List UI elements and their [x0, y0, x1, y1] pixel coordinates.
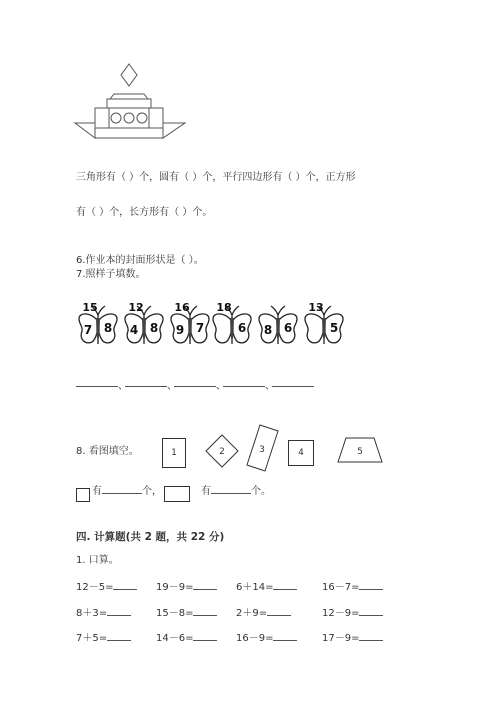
q7-answer-blank[interactable]	[125, 376, 167, 387]
math-answer-blank[interactable]	[267, 605, 291, 616]
butterfly-top-number: 18	[216, 301, 232, 314]
q7-separator: 、	[118, 381, 128, 392]
butterfly-2	[122, 300, 166, 356]
shape-rectangle-1: 1	[162, 438, 186, 468]
shape-square-4: 4	[288, 440, 314, 466]
math-answer-blank[interactable]	[107, 605, 131, 616]
shape-rectangle-tilted-3	[242, 423, 282, 473]
butterfly-top-number: 15	[82, 301, 98, 314]
ship-right-triangle	[163, 123, 185, 138]
q6-text: 6.作业本的封面形状是（ ）。	[76, 255, 204, 266]
butterfly-1	[76, 300, 120, 356]
math-problem	[76, 630, 131, 646]
math-problem	[236, 630, 297, 646]
ship-hull-rect	[95, 108, 163, 128]
ship-circle	[124, 113, 134, 123]
q8-blank1[interactable]	[102, 483, 142, 494]
butterfly-5	[256, 300, 300, 356]
butterfly-right-number: 8	[103, 321, 113, 335]
math-expression: 19－9=	[156, 582, 194, 593]
ship-trapezoid-top	[110, 94, 148, 99]
q8-fill2: 有 个。	[201, 483, 271, 499]
shape-trapezoid-5	[336, 436, 386, 464]
math-answer-blank[interactable]	[107, 630, 131, 641]
q7-answer-blank[interactable]	[223, 376, 265, 387]
q7-answer-blank[interactable]	[174, 376, 216, 387]
butterfly-left-number: 9	[175, 323, 185, 337]
math-problem	[322, 579, 383, 595]
ship-circle	[137, 113, 147, 123]
math-answer-blank[interactable]	[359, 605, 383, 616]
butterfly-4	[210, 300, 254, 356]
butterfly-right-number: 6	[283, 321, 293, 335]
math-problem	[156, 605, 217, 621]
math-expression: 15－8=	[156, 608, 194, 619]
q7-separator: 、	[167, 381, 177, 392]
math-problem	[236, 605, 291, 621]
math-problem	[322, 630, 383, 646]
ship-rect-upper	[107, 99, 151, 108]
q8-blank2[interactable]	[211, 483, 251, 494]
ship-circle	[111, 113, 121, 123]
math-expression: 8＋3=	[76, 608, 108, 619]
math-expression: 17－9=	[322, 633, 360, 644]
math-problem	[156, 630, 217, 646]
shape-square-rotated-2	[204, 433, 240, 469]
butterfly-right-number: 6	[237, 321, 247, 335]
butterfly-right-number: 7	[195, 321, 205, 335]
butterfly-3	[168, 300, 212, 356]
fill-square-icon	[76, 488, 90, 502]
math-expression: 6＋14=	[236, 582, 274, 593]
math-expression: 16－9=	[236, 633, 274, 644]
section4-sub1: 1. 口算。	[76, 555, 119, 566]
butterfly-top-number: 13	[308, 301, 324, 314]
butterfly-6	[302, 300, 346, 356]
butterfly-right-number: 8	[149, 321, 159, 335]
math-answer-blank[interactable]	[359, 579, 383, 590]
butterfly-left-number: 8	[263, 323, 273, 337]
math-expression: 2＋9=	[236, 608, 268, 619]
shape-label-3: 3	[259, 445, 265, 455]
q7-text: 7.照样子填数。	[76, 269, 146, 280]
butterfly-left-number: 4	[129, 323, 139, 337]
ship-left-triangle	[75, 123, 95, 138]
math-problem	[76, 579, 137, 595]
q7-answer-blank[interactable]	[272, 376, 314, 387]
math-expression: 14－6=	[156, 633, 194, 644]
math-answer-blank[interactable]	[273, 630, 297, 641]
q7-separator: 、	[216, 381, 226, 392]
q7-answer-blank[interactable]	[76, 376, 118, 387]
math-expression: 16－7=	[322, 582, 360, 593]
math-problem	[322, 605, 383, 621]
ship-figure	[70, 58, 190, 148]
q7-separator: 、	[265, 381, 275, 392]
butterfly-row	[76, 300, 346, 360]
math-answer-blank[interactable]	[193, 605, 217, 616]
math-problem	[76, 605, 131, 621]
shape-label-2: 2	[219, 447, 225, 457]
math-expression: 7＋5=	[76, 633, 108, 644]
q5-line2: 有（ ）个，长方形有（ ）个。	[76, 207, 213, 218]
q7-answer-row	[76, 376, 336, 392]
shape-label-5: 5	[357, 447, 363, 457]
math-expression: 12－9=	[322, 608, 360, 619]
q8-fill1: 有 个，	[92, 483, 162, 499]
butterfly-top-number: 12	[128, 301, 144, 314]
math-answer-blank[interactable]	[193, 579, 217, 590]
math-answer-blank[interactable]	[359, 630, 383, 641]
butterfly-top-number: 16	[174, 301, 190, 314]
butterfly-left-number: 7	[83, 323, 93, 337]
math-expression: 12－5=	[76, 582, 114, 593]
math-answer-blank[interactable]	[273, 579, 297, 590]
math-answer-blank[interactable]	[113, 579, 137, 590]
math-answer-blank[interactable]	[193, 630, 217, 641]
q8-text: 8. 看图填空。	[76, 446, 139, 457]
q5-line1: 三角形有（ ）个，圆有（ ）个，平行四边形有（ ）个，正方形	[76, 172, 356, 183]
math-problem	[236, 579, 297, 595]
section4-title: 四. 计算题(共 2 题，共 22 分)	[76, 531, 225, 543]
math-problem	[156, 579, 217, 595]
fill-rectangle-icon	[164, 486, 190, 502]
ship-diamond	[121, 64, 137, 86]
butterfly-right-number: 5	[329, 321, 339, 335]
